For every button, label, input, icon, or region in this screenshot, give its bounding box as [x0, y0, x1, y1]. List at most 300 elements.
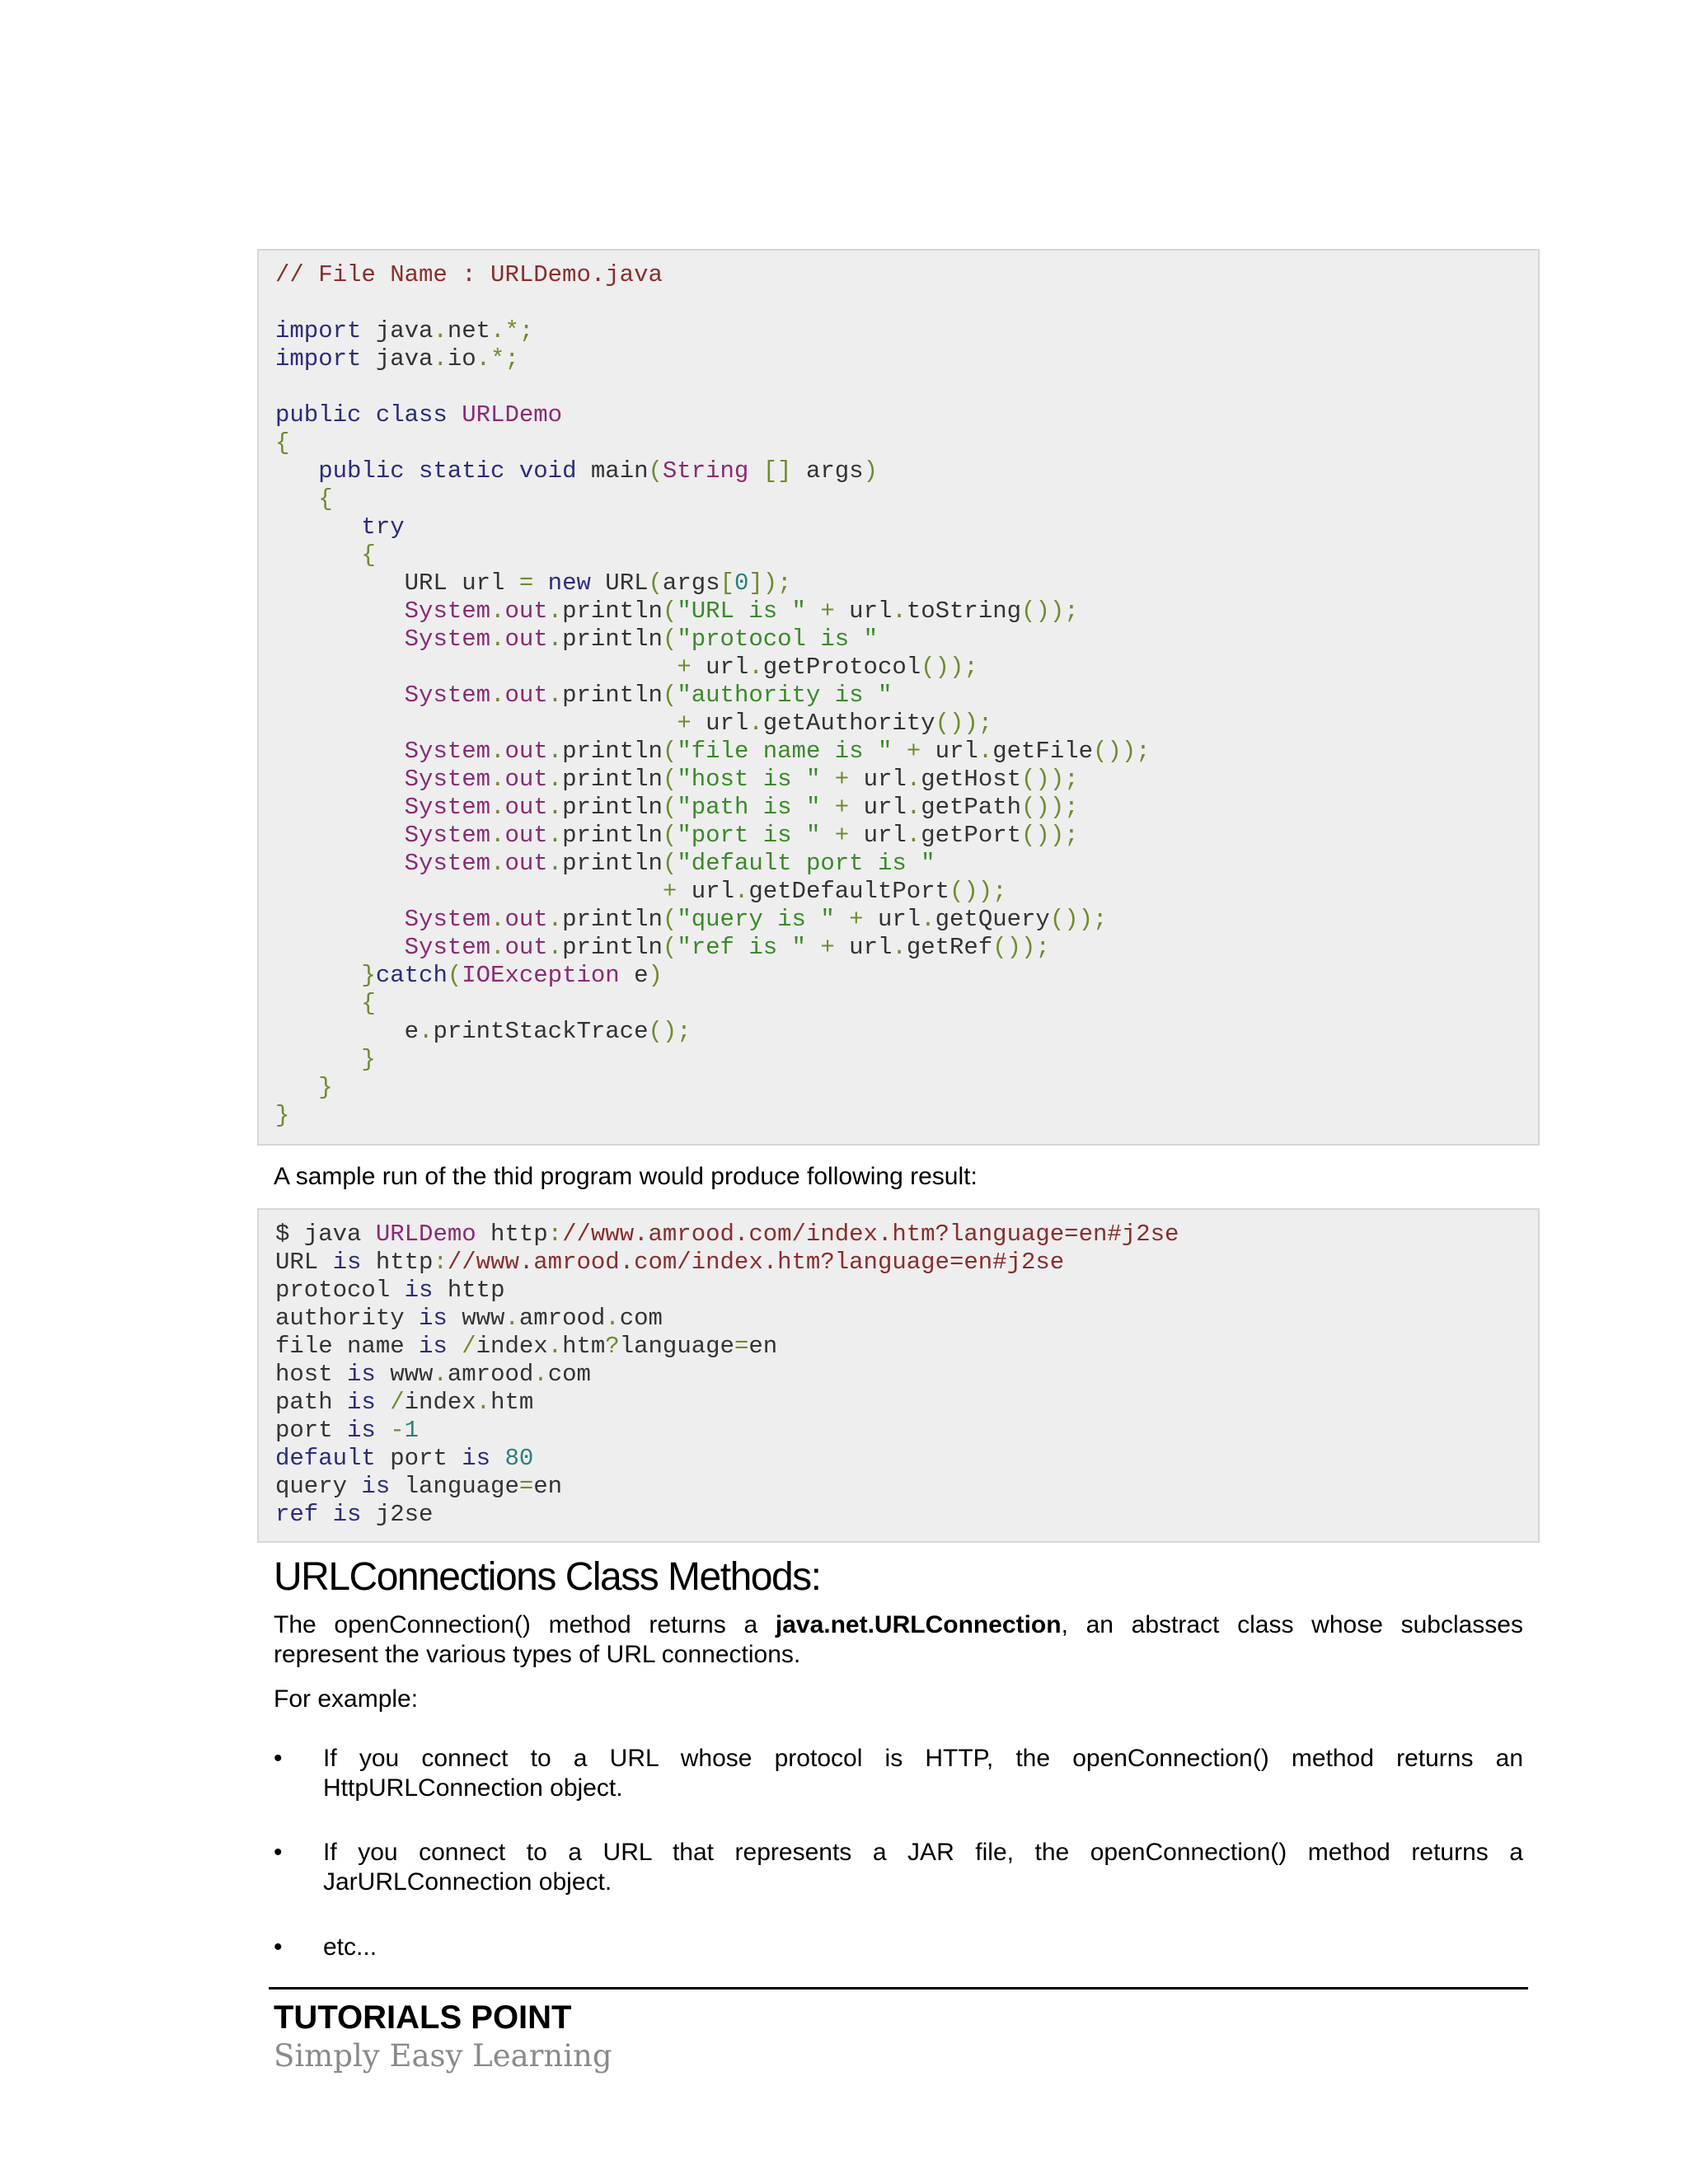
- code-token: }: [361, 1046, 376, 1073]
- code-token: (: [662, 906, 678, 933]
- code-token: public static void: [318, 457, 577, 485]
- code-token: out: [504, 906, 548, 933]
- code-token: import: [275, 317, 362, 344]
- code-token: +: [662, 878, 678, 905]
- code-line: [275, 401, 1538, 429]
- code-line: [275, 906, 1538, 934]
- code-token: [275, 513, 361, 541]
- code-line: [275, 1102, 1538, 1130]
- code-token: // File Name : URLDemo.java: [275, 261, 663, 288]
- code-token: [275, 1074, 318, 1101]
- code-token: [275, 906, 405, 933]
- code-token: }: [275, 1102, 290, 1129]
- code-token: path: [275, 1389, 348, 1416]
- code-token: .: [748, 710, 763, 737]
- code-token: .: [892, 598, 907, 625]
- code-token: [275, 626, 405, 653]
- code-token: args: [791, 457, 864, 485]
- code-token: [275, 485, 318, 513]
- code-token: index: [404, 1389, 476, 1416]
- code-token: System: [404, 598, 491, 625]
- code-token: .: [547, 794, 563, 821]
- code-token: e: [275, 1018, 420, 1045]
- code-token: ]);: [748, 569, 792, 597]
- code-token: url: [834, 934, 893, 961]
- code-token: .: [433, 1361, 448, 1388]
- code-token: ();: [648, 1018, 692, 1045]
- code-token: println: [562, 850, 663, 877]
- code-line: [275, 1417, 1538, 1445]
- code-token: en: [748, 1333, 778, 1360]
- code-token: com: [619, 1305, 663, 1332]
- code-token: is: [347, 1389, 376, 1416]
- code-token: [275, 598, 405, 625]
- code-token: .: [490, 934, 505, 961]
- code-line: [275, 1074, 1538, 1102]
- code-token: .: [504, 1305, 519, 1332]
- code-token: +: [820, 934, 835, 961]
- code-token: [275, 766, 405, 793]
- code-token: url: [921, 738, 978, 765]
- code-token: +: [834, 822, 850, 849]
- code-token: main: [576, 457, 649, 485]
- footer-divider: [269, 1987, 1528, 1990]
- code-line: [275, 1018, 1538, 1046]
- code-token: www: [375, 1361, 434, 1388]
- code-token: is: [419, 1305, 448, 1332]
- code-line: [275, 345, 1538, 373]
- code-line: [275, 766, 1538, 794]
- code-token: ());: [992, 934, 1050, 961]
- code-token: "port is ": [677, 822, 821, 849]
- code-token: {: [275, 429, 290, 457]
- code-token: [275, 738, 405, 765]
- code-token: URL: [275, 1249, 333, 1276]
- code-token: ());: [1021, 794, 1079, 821]
- code-token: authority: [275, 1305, 420, 1332]
- code-token: [806, 598, 820, 625]
- code-token: net: [447, 317, 491, 344]
- code-token: System: [404, 934, 491, 961]
- code-token: URL: [590, 569, 649, 597]
- code-token: out: [504, 626, 548, 653]
- code-token: "authority is ": [677, 682, 893, 709]
- code-token: [275, 962, 361, 989]
- code-token: .: [490, 682, 505, 709]
- list-item-text: If you connect to a URL whose protocol is HTTP, the openConnection() method returns an HttpURLConnection object.: [323, 1745, 1523, 1802]
- code-line: [275, 569, 1538, 598]
- code-token: (: [662, 766, 678, 793]
- code-token: ): [863, 457, 878, 485]
- code-token: .: [734, 878, 749, 905]
- code-token: .*;: [490, 317, 534, 344]
- code-token: ());: [921, 654, 978, 681]
- code-line: [275, 962, 1538, 990]
- code-token: url: [849, 794, 907, 821]
- code-token: url: [691, 710, 749, 737]
- code-token: [835, 906, 849, 933]
- code-token: [275, 878, 663, 905]
- code-token: language: [390, 1473, 519, 1500]
- code-line: [275, 1501, 1538, 1529]
- code-token: getDefaultPort: [748, 878, 950, 905]
- class-name-bold: java.net.URLConnection: [775, 1611, 1062, 1638]
- code-token: protocol: [275, 1277, 405, 1304]
- code-token: http: [433, 1277, 505, 1304]
- code-token: [806, 934, 820, 961]
- code-token: .: [605, 1305, 620, 1332]
- code-token: port: [375, 1445, 462, 1472]
- code-token: System: [404, 738, 491, 765]
- code-token: System: [404, 850, 491, 877]
- list-item: [274, 1933, 1523, 1962]
- code-token: $ java: [275, 1221, 376, 1248]
- code-token: www: [447, 1305, 505, 1332]
- code-token: println: [562, 682, 663, 709]
- code-line: [275, 654, 1538, 682]
- code-token: import: [275, 345, 362, 373]
- code-token: (: [662, 598, 678, 625]
- code-token: amrood: [447, 1361, 534, 1388]
- code-token: language: [619, 1333, 734, 1360]
- code-token: /: [390, 1389, 405, 1416]
- code-token: .: [906, 822, 921, 849]
- code-token: is: [332, 1249, 362, 1276]
- code-token: System: [404, 626, 491, 653]
- code-token: getAuthority: [762, 710, 935, 737]
- code-token: [275, 710, 677, 737]
- code-line: [275, 485, 1538, 513]
- code-token: out: [504, 850, 548, 877]
- bullet-icon: •: [274, 1745, 283, 1772]
- code-token: .: [547, 1333, 563, 1360]
- code-token: out: [504, 682, 548, 709]
- code-line: [275, 1221, 1538, 1249]
- code-token: java: [361, 317, 434, 344]
- code-token: new: [547, 569, 591, 597]
- code-line: [275, 1389, 1538, 1417]
- code-text: [275, 1221, 1538, 1529]
- code-token: [448, 401, 462, 429]
- code-token: .: [547, 682, 563, 709]
- code-token: +: [834, 794, 850, 821]
- code-token: is: [404, 1277, 434, 1304]
- code-token: ref is: [275, 1501, 362, 1528]
- code-token: .: [921, 906, 935, 933]
- code-token: .: [978, 738, 993, 765]
- code-token: :: [547, 1221, 563, 1248]
- code-token: +: [834, 766, 850, 793]
- code-token: "ref is ": [677, 934, 806, 961]
- code-token: -: [390, 1417, 405, 1444]
- code-token: [275, 541, 361, 569]
- code-line: [275, 373, 1538, 401]
- list-item: [274, 1838, 1523, 1897]
- code-token: println: [562, 934, 663, 961]
- code-token: url: [849, 766, 907, 793]
- code-token: "query is ": [677, 906, 835, 933]
- code-token: [533, 569, 547, 597]
- code-token: .: [419, 1018, 434, 1045]
- code-token: (: [662, 934, 678, 961]
- code-token: printStackTrace: [433, 1018, 649, 1045]
- code-token: println: [562, 794, 663, 821]
- code-token: out: [504, 934, 548, 961]
- code-token: htm: [562, 1333, 606, 1360]
- code-token: ());: [935, 710, 993, 737]
- code-token: url: [834, 598, 893, 625]
- code-line: [275, 878, 1538, 906]
- code-token: "default port is ": [677, 850, 935, 877]
- code-token: catch: [375, 962, 448, 989]
- code-token: ?: [605, 1333, 620, 1360]
- code-token: println: [562, 598, 663, 625]
- code-token: en: [533, 1473, 563, 1500]
- code-token: try: [361, 513, 405, 541]
- code-block-urldemo-source: [257, 249, 1540, 1146]
- code-token: [820, 822, 834, 849]
- code-line: [275, 541, 1538, 569]
- code-token: }: [361, 962, 376, 989]
- code-token: :: [433, 1249, 448, 1276]
- code-line: [275, 429, 1538, 457]
- code-token: port: [275, 1417, 348, 1444]
- code-token: [376, 1389, 390, 1416]
- list-item: [274, 1744, 1523, 1803]
- code-token: "protocol is ": [677, 626, 878, 653]
- code-token: ());: [949, 878, 1007, 905]
- code-token: getFile: [992, 738, 1094, 765]
- code-token: =: [518, 1473, 534, 1500]
- code-token: .: [490, 766, 505, 793]
- code-token: getQuery: [935, 906, 1050, 933]
- code-token: out: [504, 598, 548, 625]
- code-token: .: [906, 794, 921, 821]
- bullet-icon: •: [274, 1933, 283, 1961]
- code-token: (: [447, 962, 462, 989]
- code-token: [275, 822, 405, 849]
- code-token: is: [361, 1473, 391, 1500]
- paragraph-text: The openConnection() method returns a: [274, 1611, 776, 1638]
- list-item-text: etc...: [323, 1933, 377, 1961]
- code-token: +: [677, 654, 692, 681]
- code-token: ());: [1021, 822, 1079, 849]
- code-token: System: [404, 766, 491, 793]
- code-token: .: [533, 1361, 548, 1388]
- code-token: .: [476, 1389, 491, 1416]
- code-token: url: [863, 906, 921, 933]
- code-token: .: [490, 738, 505, 765]
- code-token: is: [347, 1417, 376, 1444]
- code-token: [275, 934, 405, 961]
- code-token: getRef: [906, 934, 993, 961]
- code-token: +: [849, 906, 864, 933]
- code-token: "URL is ": [677, 598, 806, 625]
- code-token: .: [547, 598, 563, 625]
- code-token: ());: [1021, 766, 1079, 793]
- paragraph-text: , an abstract class whose subclasses represent the various types of URL connections.: [274, 1611, 1523, 1668]
- code-line: [275, 261, 1538, 289]
- code-line: [275, 682, 1538, 710]
- code-token: "host is ": [677, 766, 821, 793]
- code-token: {: [361, 990, 376, 1017]
- code-token: [448, 1333, 462, 1360]
- code-token: .: [892, 934, 907, 961]
- code-token: toString: [906, 598, 1022, 625]
- code-token: IOException: [462, 962, 620, 989]
- code-token: =: [518, 569, 534, 597]
- code-token: url: [849, 822, 907, 849]
- code-token: 1: [404, 1417, 420, 1444]
- code-token: (: [662, 738, 678, 765]
- code-token: http: [476, 1221, 548, 1248]
- code-token: .: [547, 906, 563, 933]
- code-token: getPath: [921, 794, 1022, 821]
- code-token: []: [762, 457, 792, 485]
- for-example-label: For example:: [274, 1685, 419, 1713]
- code-token: (: [662, 682, 678, 709]
- code-token: .*;: [476, 345, 519, 373]
- code-token: .: [906, 766, 921, 793]
- sample-run-intro: A sample run of the thid program would produce following result:: [274, 1163, 978, 1190]
- code-token: 80: [504, 1445, 534, 1472]
- code-token: println: [562, 906, 663, 933]
- code-token: com: [547, 1361, 591, 1388]
- code-token: .: [490, 906, 505, 933]
- code-token: query: [275, 1473, 362, 1500]
- code-line: [275, 626, 1538, 654]
- code-line: [275, 990, 1538, 1018]
- code-token: out: [504, 738, 548, 765]
- footer-tagline: Simply Easy Learning: [274, 2038, 612, 2074]
- code-line: [275, 289, 1538, 317]
- code-token: println: [562, 738, 663, 765]
- code-line: [275, 710, 1538, 738]
- code-line: [275, 1361, 1538, 1389]
- code-token: {: [361, 541, 376, 569]
- code-token: default: [275, 1445, 376, 1472]
- code-token: url: [691, 654, 749, 681]
- code-token: [490, 1445, 504, 1472]
- code-line: [275, 513, 1538, 541]
- code-line: [275, 457, 1538, 485]
- footer-brand: TUTORIALS POINT: [274, 1999, 572, 2036]
- code-token: [275, 794, 405, 821]
- code-token: (: [662, 626, 678, 653]
- code-token: out: [504, 766, 548, 793]
- code-token: .: [547, 822, 563, 849]
- code-token: {: [318, 485, 333, 513]
- code-token: .: [433, 345, 448, 373]
- code-token: println: [562, 822, 663, 849]
- code-line: [275, 1333, 1538, 1361]
- code-token: is: [347, 1361, 376, 1388]
- code-token: .: [490, 850, 505, 877]
- code-token: URLDemo: [375, 1221, 476, 1248]
- code-token: java: [361, 345, 434, 373]
- code-token: .: [547, 850, 563, 877]
- section-heading: URLConnections Class Methods:: [274, 1555, 821, 1599]
- code-token: out: [504, 794, 548, 821]
- code-token: .: [547, 738, 563, 765]
- code-token: .: [547, 626, 563, 653]
- code-token: +: [906, 738, 921, 765]
- code-token: index: [476, 1333, 548, 1360]
- code-token: [275, 457, 318, 485]
- code-line: [275, 850, 1538, 878]
- code-token: [275, 1046, 361, 1073]
- code-token: file name: [275, 1333, 420, 1360]
- code-token: .: [490, 598, 505, 625]
- open-connection-paragraph: [274, 1610, 1523, 1670]
- code-token: ): [648, 962, 663, 989]
- code-token: /: [462, 1333, 476, 1360]
- code-token: is: [419, 1333, 448, 1360]
- code-token: ());: [1021, 598, 1079, 625]
- code-token: String: [662, 457, 749, 485]
- code-token: getProtocol: [762, 654, 921, 681]
- code-line: [275, 1249, 1538, 1277]
- code-token: [275, 990, 361, 1017]
- code-token: (: [662, 850, 678, 877]
- code-token: .: [547, 934, 563, 961]
- code-token: println: [562, 766, 663, 793]
- code-token: (: [662, 794, 678, 821]
- code-token: .: [490, 822, 505, 849]
- code-token: =: [734, 1333, 749, 1360]
- code-token: (: [648, 569, 663, 597]
- code-line: [275, 738, 1538, 766]
- code-token: (: [648, 457, 663, 485]
- code-token: [275, 654, 677, 681]
- list-item-text: If you connect to a URL that represents a JAR file, the openConnection() method returns a JarURLConnection object.: [323, 1839, 1523, 1896]
- code-token: e: [619, 962, 649, 989]
- code-token: +: [677, 710, 692, 737]
- code-token: .: [490, 626, 505, 653]
- code-token: amrood: [518, 1305, 606, 1332]
- code-line: [275, 794, 1538, 822]
- code-token: URLDemo: [462, 401, 563, 429]
- code-line: [275, 1046, 1538, 1074]
- code-token: ());: [1093, 738, 1151, 765]
- code-token: io: [447, 345, 476, 373]
- code-token: out: [504, 822, 548, 849]
- code-token: ());: [1049, 906, 1108, 933]
- code-token: +: [820, 598, 835, 625]
- code-line: [275, 1445, 1538, 1473]
- code-line: [275, 317, 1538, 345]
- code-token: [: [720, 569, 734, 597]
- code-token: "path is ": [677, 794, 821, 821]
- code-token: System: [404, 822, 491, 849]
- code-token: URL url: [275, 569, 519, 597]
- code-token: [892, 738, 906, 765]
- code-token: is: [462, 1445, 491, 1472]
- code-token: j2se: [361, 1501, 434, 1528]
- code-token: .: [433, 317, 448, 344]
- code-token: url: [677, 878, 734, 905]
- code-token: 0: [734, 569, 749, 597]
- code-line: [275, 1305, 1538, 1333]
- code-block-sample-output: [257, 1208, 1540, 1543]
- code-token: [376, 1417, 390, 1444]
- code-token: println: [562, 626, 663, 653]
- code-token: .: [490, 794, 505, 821]
- code-token: "file name is ": [677, 738, 893, 765]
- code-token: htm: [490, 1389, 534, 1416]
- code-token: //www.amrood.com/index.htm?language=en#j2se: [562, 1221, 1179, 1248]
- code-token: [820, 766, 834, 793]
